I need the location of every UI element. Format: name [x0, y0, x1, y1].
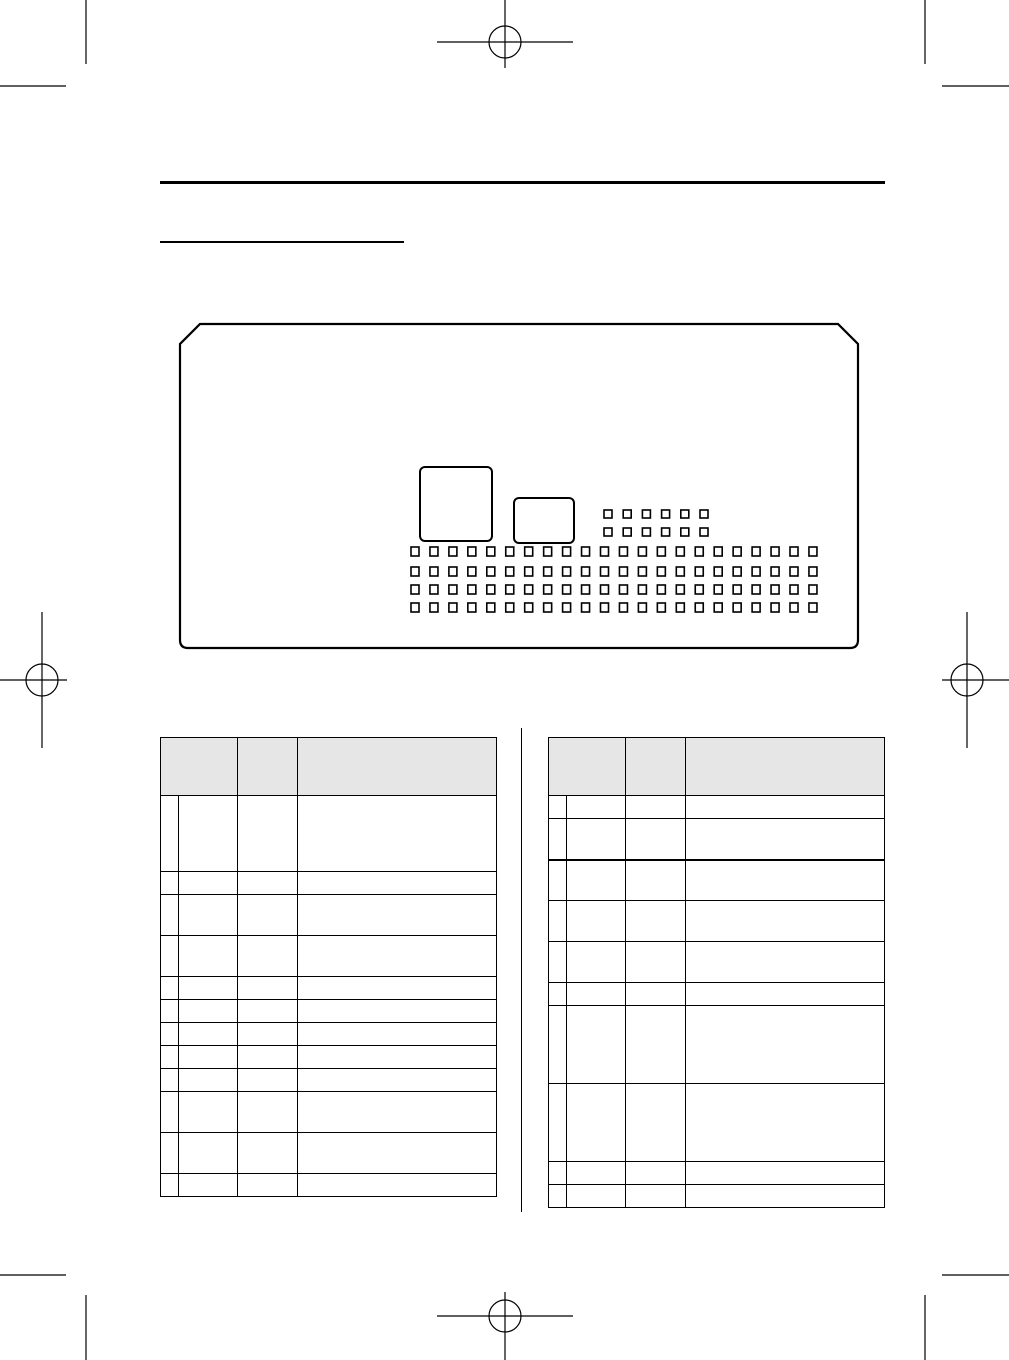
rating-cell — [626, 1006, 686, 1084]
component-cell — [298, 1174, 497, 1197]
fuse-slot — [676, 547, 684, 556]
rating-cell — [626, 901, 686, 942]
fuse-table-left — [160, 737, 497, 1197]
fuse-slot — [430, 547, 438, 556]
fuse-slot — [411, 547, 419, 556]
rating-cell — [238, 977, 298, 1000]
table-row — [549, 1084, 885, 1162]
rating-cell — [238, 1174, 298, 1197]
number-cell — [567, 983, 626, 1006]
fuse-slot — [695, 567, 703, 576]
table-row — [161, 1000, 497, 1023]
index-cell — [161, 936, 179, 977]
fuse-slot — [449, 585, 457, 594]
fuse-slot — [752, 585, 760, 594]
mini-fuse-slot — [681, 510, 689, 518]
fuse-slot — [714, 603, 722, 612]
number-cell — [179, 1000, 238, 1023]
table-row — [161, 977, 497, 1000]
mini-fuse-slot — [662, 510, 670, 518]
number-cell — [179, 1092, 238, 1133]
header-cell-protected-component — [298, 738, 497, 796]
fuse-slot — [638, 585, 646, 594]
fuse-slot — [638, 567, 646, 576]
number-cell — [179, 1133, 238, 1174]
fuse-slot — [506, 585, 514, 594]
fuse-slot — [487, 567, 495, 576]
rating-cell — [626, 860, 686, 901]
fuse-slot — [657, 603, 665, 612]
component-cell — [298, 1046, 497, 1069]
fuse-slot — [790, 603, 798, 612]
fuse-slot — [733, 547, 741, 556]
index-cell — [549, 942, 567, 983]
fuse-slot — [468, 547, 476, 556]
rating-cell — [626, 819, 686, 860]
table-row — [161, 796, 497, 872]
fuse-slot — [601, 567, 609, 576]
component-cell — [686, 1006, 885, 1084]
fuse-slot — [752, 567, 760, 576]
rating-cell — [238, 872, 298, 895]
table-row — [161, 895, 497, 936]
table-row — [549, 983, 885, 1006]
index-cell — [161, 1046, 179, 1069]
fuse-slot — [563, 603, 571, 612]
fuse-slot — [468, 603, 476, 612]
component-cell — [686, 983, 885, 1006]
fuse-slot — [714, 567, 722, 576]
mini-fuse-slot — [604, 510, 612, 518]
component-cell — [686, 942, 885, 983]
fuse-slot — [601, 603, 609, 612]
index-cell — [549, 1084, 567, 1162]
header-cell-rating — [626, 738, 686, 796]
mini-fuse-slot — [681, 528, 689, 536]
table-row — [549, 860, 885, 901]
index-cell — [161, 977, 179, 1000]
fuse-slot — [449, 603, 457, 612]
index-cell — [161, 1092, 179, 1133]
rating-cell — [238, 796, 298, 872]
number-cell — [567, 819, 626, 860]
fuse-slot — [487, 585, 495, 594]
fuse-slot — [714, 547, 722, 556]
table-row — [161, 1133, 497, 1174]
fuse-slot — [468, 585, 476, 594]
fuse-slot — [809, 547, 817, 556]
fuse-slot — [771, 547, 779, 556]
index-cell — [549, 901, 567, 942]
rating-cell — [626, 1084, 686, 1162]
fuse-slot — [525, 547, 533, 556]
fuse-slot — [695, 585, 703, 594]
header-cell-number — [549, 738, 626, 796]
fuse-slot — [487, 547, 495, 556]
table-row — [549, 796, 885, 819]
component-cell — [298, 977, 497, 1000]
table-row — [161, 872, 497, 895]
fuse-slot — [771, 567, 779, 576]
index-cell — [161, 1000, 179, 1023]
fuse-slot — [411, 567, 419, 576]
number-cell — [567, 860, 626, 901]
index-cell — [549, 819, 567, 860]
fuse-slot — [809, 567, 817, 576]
component-cell — [298, 895, 497, 936]
fuse-slot — [657, 567, 665, 576]
fuse-slot — [582, 603, 590, 612]
fuse-slot — [487, 603, 495, 612]
component-cell — [686, 1084, 885, 1162]
fuse-slot — [449, 547, 457, 556]
number-cell — [567, 1162, 626, 1185]
fuse-slot — [563, 585, 571, 594]
number-cell — [179, 977, 238, 1000]
fuse-slot — [506, 603, 514, 612]
fuse-slot — [771, 603, 779, 612]
index-cell — [549, 860, 567, 901]
fuse-slot — [619, 567, 627, 576]
index-cell — [161, 895, 179, 936]
mini-fuse-slot — [623, 528, 631, 536]
component-cell — [298, 796, 497, 872]
number-cell — [567, 1006, 626, 1084]
component-cell — [298, 872, 497, 895]
rating-cell — [238, 1092, 298, 1133]
component-cell — [686, 796, 885, 819]
fuse-slot — [449, 567, 457, 576]
fuse-slot — [544, 603, 552, 612]
index-cell — [549, 983, 567, 1006]
number-cell — [567, 796, 626, 819]
rating-cell — [238, 1000, 298, 1023]
header-cell-protected-component — [686, 738, 885, 796]
number-cell — [567, 1185, 626, 1208]
fuse-slot — [638, 547, 646, 556]
fuse-slot — [411, 603, 419, 612]
index-cell — [549, 796, 567, 819]
number-cell — [179, 1023, 238, 1046]
fuse-slot — [430, 603, 438, 612]
fuse-slot — [544, 547, 552, 556]
fuse-slot — [733, 567, 741, 576]
table-row — [549, 1185, 885, 1208]
component-cell — [298, 1000, 497, 1023]
small-fuse-array — [411, 510, 817, 612]
mini-fuse-slot — [642, 510, 650, 518]
index-cell — [161, 796, 179, 872]
table-row — [161, 1069, 497, 1092]
table-row — [161, 936, 497, 977]
fuse-table-right — [548, 737, 885, 1208]
rating-cell — [626, 942, 686, 983]
fuse-slot — [544, 567, 552, 576]
table-row — [161, 1174, 497, 1197]
table-row — [161, 1092, 497, 1133]
component-cell — [298, 1133, 497, 1174]
mini-fuse-slot — [604, 528, 612, 536]
fuse-slot — [790, 547, 798, 556]
number-cell — [179, 936, 238, 977]
number-cell — [179, 796, 238, 872]
mini-fuse-slot — [642, 528, 650, 536]
fuse-slot — [676, 585, 684, 594]
fuse-slot — [430, 567, 438, 576]
fuse-block-outline — [180, 324, 858, 648]
number-cell — [567, 942, 626, 983]
fuse-slot — [411, 585, 419, 594]
fuse-slot — [619, 603, 627, 612]
table-row — [549, 901, 885, 942]
table-row — [549, 819, 885, 860]
rating-cell — [238, 1023, 298, 1046]
mini-fuse-slot — [662, 528, 670, 536]
fuse-slot — [657, 585, 665, 594]
number-cell — [179, 1174, 238, 1197]
column-divider — [521, 728, 522, 1212]
component-cell — [686, 901, 885, 942]
number-cell — [567, 1084, 626, 1162]
index-cell — [549, 1162, 567, 1185]
fuse-slot — [790, 567, 798, 576]
fuse-slot — [695, 603, 703, 612]
fuse-slot — [714, 585, 722, 594]
number-cell — [179, 1069, 238, 1092]
fuse-slot — [525, 603, 533, 612]
fuse-slot — [563, 547, 571, 556]
fuse-slot — [657, 547, 665, 556]
rating-cell — [238, 895, 298, 936]
fuse-slot — [506, 547, 514, 556]
rating-cell — [238, 1069, 298, 1092]
fuse-slot — [468, 567, 476, 576]
index-cell — [549, 1006, 567, 1084]
fuse-slot — [582, 585, 590, 594]
number-cell — [567, 901, 626, 942]
index-cell — [549, 1185, 567, 1208]
table-row — [161, 1046, 497, 1069]
fuse-slot — [525, 567, 533, 576]
fuse-slot — [733, 585, 741, 594]
medium-fuse-slot — [514, 498, 574, 543]
fuse-slot — [619, 547, 627, 556]
table-row — [549, 1006, 885, 1084]
index-cell — [161, 1174, 179, 1197]
mini-fuse-slot — [700, 528, 708, 536]
fuse-slot — [525, 585, 533, 594]
rating-cell — [626, 1162, 686, 1185]
mini-fuse-slot — [623, 510, 631, 518]
fuse-slot — [676, 603, 684, 612]
fuse-slot — [752, 603, 760, 612]
component-cell — [298, 1092, 497, 1133]
component-cell — [686, 819, 885, 860]
table-row — [549, 1162, 885, 1185]
fuse-slot — [601, 585, 609, 594]
index-cell — [161, 1069, 179, 1092]
fuse-slot — [544, 585, 552, 594]
fuse-slot — [638, 603, 646, 612]
header-cell-number — [161, 738, 238, 796]
component-cell — [686, 860, 885, 901]
rating-cell — [626, 983, 686, 1006]
fuse-slot — [676, 567, 684, 576]
component-cell — [686, 1162, 885, 1185]
component-cell — [686, 1185, 885, 1208]
index-cell — [161, 1133, 179, 1174]
component-cell — [298, 1069, 497, 1092]
table-row — [549, 942, 885, 983]
large-fuse-slot — [420, 467, 492, 541]
fuse-slot — [619, 585, 627, 594]
fuse-slot — [601, 547, 609, 556]
fuse-slot — [430, 585, 438, 594]
rating-cell — [238, 936, 298, 977]
fuse-slot — [695, 547, 703, 556]
mini-fuse-slot — [700, 510, 708, 518]
number-cell — [179, 1046, 238, 1069]
index-cell — [161, 1023, 179, 1046]
rating-cell — [238, 1046, 298, 1069]
fuse-slot — [733, 603, 741, 612]
header-cell-rating — [238, 738, 298, 796]
component-cell — [298, 1023, 497, 1046]
fuse-slot — [563, 567, 571, 576]
table-row — [161, 1023, 497, 1046]
number-cell — [179, 872, 238, 895]
fuse-slot — [582, 547, 590, 556]
fuse-slot — [809, 585, 817, 594]
fuse-slot — [809, 603, 817, 612]
rating-cell — [626, 796, 686, 819]
fuse-slot — [790, 585, 798, 594]
rating-cell — [626, 1185, 686, 1208]
fuse-slot — [752, 547, 760, 556]
fuse-slot — [582, 567, 590, 576]
index-cell — [161, 872, 179, 895]
rating-cell — [238, 1133, 298, 1174]
fuse-slot — [506, 567, 514, 576]
fuse-slot — [771, 585, 779, 594]
number-cell — [179, 895, 238, 936]
component-cell — [298, 936, 497, 977]
